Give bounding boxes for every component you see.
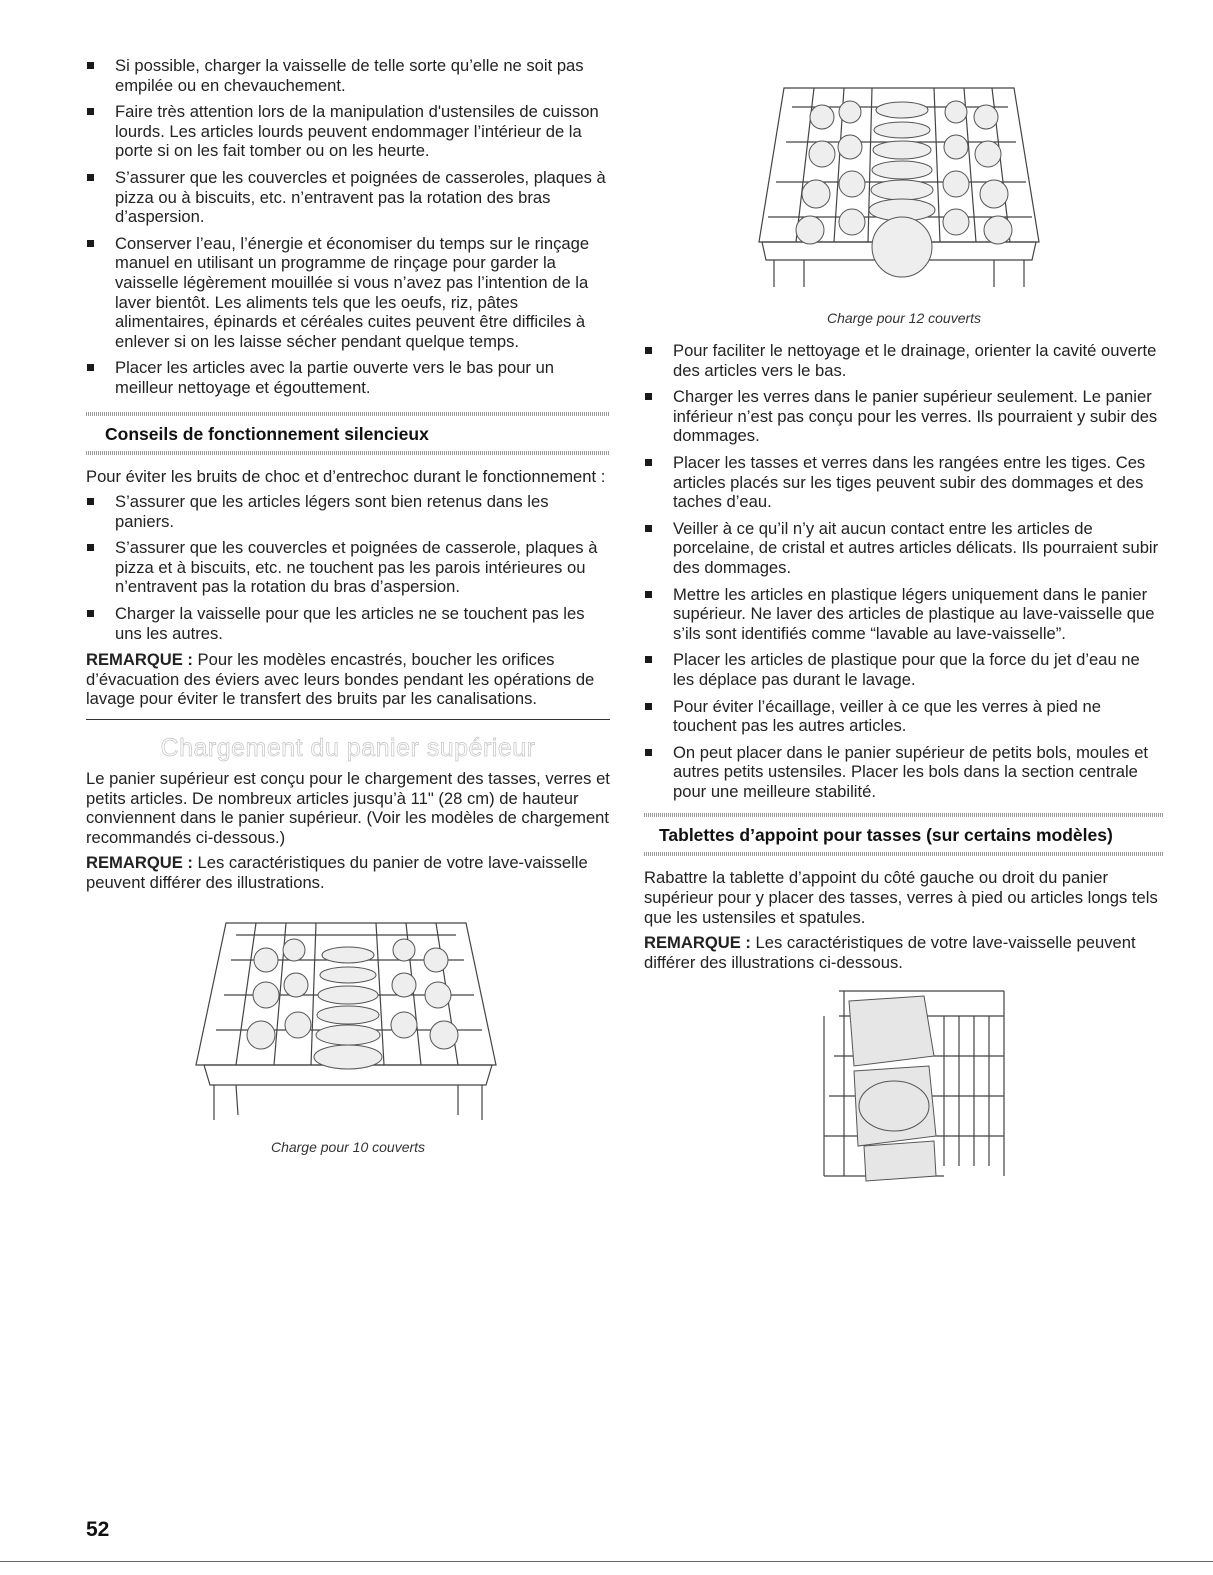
bullet-icon [645, 347, 652, 354]
bullet-icon [87, 498, 94, 505]
list-item-text: Mettre les articles en plastique légers uniquement dans le panier supérieur. Ne laver des articles de plastique au lave-vaisselle que s’ils sont identifiés comme “lavable au lave-vaisselle”. [673, 584, 1155, 643]
bullet-icon [645, 703, 652, 710]
note-label: REMARQUE : [86, 650, 193, 670]
upper-rack-heading: Chargement du panier supérieur [160, 734, 536, 763]
quiet-operation-heading: Conseils de fonctionnement silencieux [105, 423, 429, 444]
list-item [644, 519, 1164, 578]
bullet-icon [87, 62, 94, 69]
cup-shelves-intro: Rabattre la tablette d’appoint du côté gauche ou droit du panier supérieur pour y placer des tasses, verres à pied ou articles longs tels que les ustensiles et spatules. [644, 868, 1158, 927]
list-item [86, 358, 610, 397]
bullet-icon [87, 544, 94, 551]
list-item [86, 492, 610, 531]
list-item [644, 650, 1164, 689]
list-item-text: S’assurer que les couvercles et poignées de casserole, plaques à pizza et à biscuits, etc. ne touchent pas les parois intérieures ou n’entravent pas la rotation du bras d’aspersion. [115, 538, 598, 597]
right-column [644, 82, 1164, 1201]
list-item-text: Pour faciliter le nettoyage et le drainage, orienter la cavité ouverte des articles vers le bas. [673, 341, 1157, 380]
cup-shelves-note [644, 933, 1164, 972]
note-text: Les caractéristiques de votre lave-vaisselle peuvent différer des illustrations ci-dessous. [644, 933, 1136, 972]
bullet-icon [645, 393, 652, 400]
bullet-icon [645, 525, 652, 532]
list-item-text: Charger les verres dans le panier supérieur seulement. Le panier inférieur n’est pas conçu pour les verres. Ils pourraient y subir des dommages. [673, 387, 1158, 446]
list-item [86, 102, 610, 161]
quiet-tips-list [86, 492, 610, 643]
bullet-icon [645, 656, 652, 663]
list-item-text: Faire très attention lors de la manipulation d'ustensiles de cuisson lourds. Les articles lourds peuvent endommager l’intérieur de la porte si on les fait tomber ou on les heurte. [115, 102, 599, 161]
section-divider-bottom [86, 451, 610, 455]
rack-12-caption: Charge pour 12 couverts [826, 310, 982, 326]
note-text: Les caractéristiques du panier de votre lave-vaisselle peuvent différer des illustrations. [86, 853, 588, 892]
list-item [644, 585, 1164, 644]
bullet-icon [87, 364, 94, 371]
bullet-icon [87, 240, 94, 247]
bullet-icon [87, 610, 94, 617]
section-divider-top [86, 412, 610, 416]
list-item [86, 234, 610, 352]
list-item-text: S’assurer que les couvercles et poignées de casseroles, plaques à pizza ou à biscuits, etc. n’entravent pas la rotation des bras d’aspersion. [115, 167, 606, 227]
cup-shelf-figure [644, 986, 1164, 1201]
list-item-text: On peut placer dans le panier supérieur de petits bols, moules et autres petits ustensiles. Placer les bols dans la section centrale pour une meilleure stabilité. [673, 742, 1149, 801]
upper-rack-intro: Le panier supérieur est conçu pour le chargement des tasses, verres et petits articles. De nombreux articles jusqu’à 11" (28 cm) de hauteur conviennent dans le panier supérieur. (Voir les modèles de chargement recommandés ci-dessous.) [86, 769, 610, 847]
page-number: 52 [86, 1518, 110, 1541]
list-item-text: Charger la vaisselle pour que les articles ne se touchent pas les uns les autres. [115, 604, 585, 643]
list-item [644, 387, 1164, 446]
bullet-icon [645, 591, 652, 598]
list-item-text: Placer les tasses et verres dans les rangées entre les tiges. Ces articles placés sur les tiges peuvent subir des dommages et des taches d’eau. [673, 452, 1146, 512]
list-item-text: Placer les articles de plastique pour que la force du jet d’eau ne les déplace pas durant le lavage. [673, 650, 1140, 689]
bullet-icon [645, 749, 652, 756]
list-item [86, 538, 610, 597]
bullet-icon [645, 459, 652, 466]
section-divider-bottom [644, 852, 1164, 856]
list-item-text: Conserver l’eau, l’énergie et économiser du temps sur le rinçage manuel en utilisant un programme de rinçage pour garder la vaisselle légèrement mouillée si vous n’avez pas l’intention de la laver bientôt. Les aliments tels que les oeufs, riz, pâtes alimentaires, épinards et céréales cuites peuvent être difficiles à enlever si on les laisse sécher pendant quelque temps. [115, 233, 590, 351]
loading-tips-list [86, 56, 610, 398]
cup-shelf-illustration [644, 986, 1164, 1196]
cup-shelves-heading: Tablettes d’appoint pour tasses (sur certains modèles) [659, 825, 1113, 846]
quiet-intro: Pour éviter les bruits de choc et d’entrechoc durant le fonctionnement : [86, 466, 606, 486]
list-item-text: S’assurer que les articles légers sont bien retenus dans les paniers. [115, 492, 549, 531]
list-item-text: Si possible, charger la vaisselle de telle sorte qu’elle ne soit pas empilée ou en chevauchement. [115, 56, 584, 95]
quiet-note [86, 650, 610, 709]
footer-rule [0, 1561, 1213, 1562]
note-text: Pour les modèles encastrés, boucher les orifices d’évacuation des éviers avec leurs bondes pendant les opérations de lavage pour éviter le transfert des bruits par les canalisations. [86, 650, 595, 709]
section-divider-top [644, 813, 1164, 817]
list-item-text: Placer les articles avec la partie ouverte vers le bas pour un meilleur nettoyage et égouttement. [115, 358, 555, 397]
section-rule [86, 719, 610, 720]
rack-12-figure [644, 82, 1164, 327]
bullet-icon [87, 108, 94, 115]
list-item [86, 604, 610, 643]
list-item [644, 697, 1164, 736]
list-item [644, 743, 1164, 802]
rack-10-caption: Charge pour 10 couverts [270, 1138, 426, 1155]
note-label: REMARQUE : [86, 853, 193, 873]
upper-rack-tips-list [644, 341, 1164, 801]
list-item [644, 341, 1164, 380]
list-item [86, 56, 610, 95]
list-item-text: Veiller à ce qu’il n’y ait aucun contact entre les articles de porcelaine, de cristal et autres articles délicats. Ils pourraient subir des dommages. [673, 518, 1159, 577]
list-item [644, 453, 1164, 512]
list-item [86, 168, 610, 227]
left-column [86, 56, 610, 1156]
rack-12-illustration [644, 82, 1164, 302]
list-item-text: Pour éviter l’écaillage, veiller à ce que les verres à pied ne touchent pas les autres articles. [673, 696, 1101, 736]
bullet-icon [87, 174, 94, 181]
rack-10-illustration [86, 915, 610, 1125]
note-label: REMARQUE : [644, 933, 751, 953]
upper-rack-note [86, 853, 610, 892]
rack-10-figure [86, 915, 610, 1156]
